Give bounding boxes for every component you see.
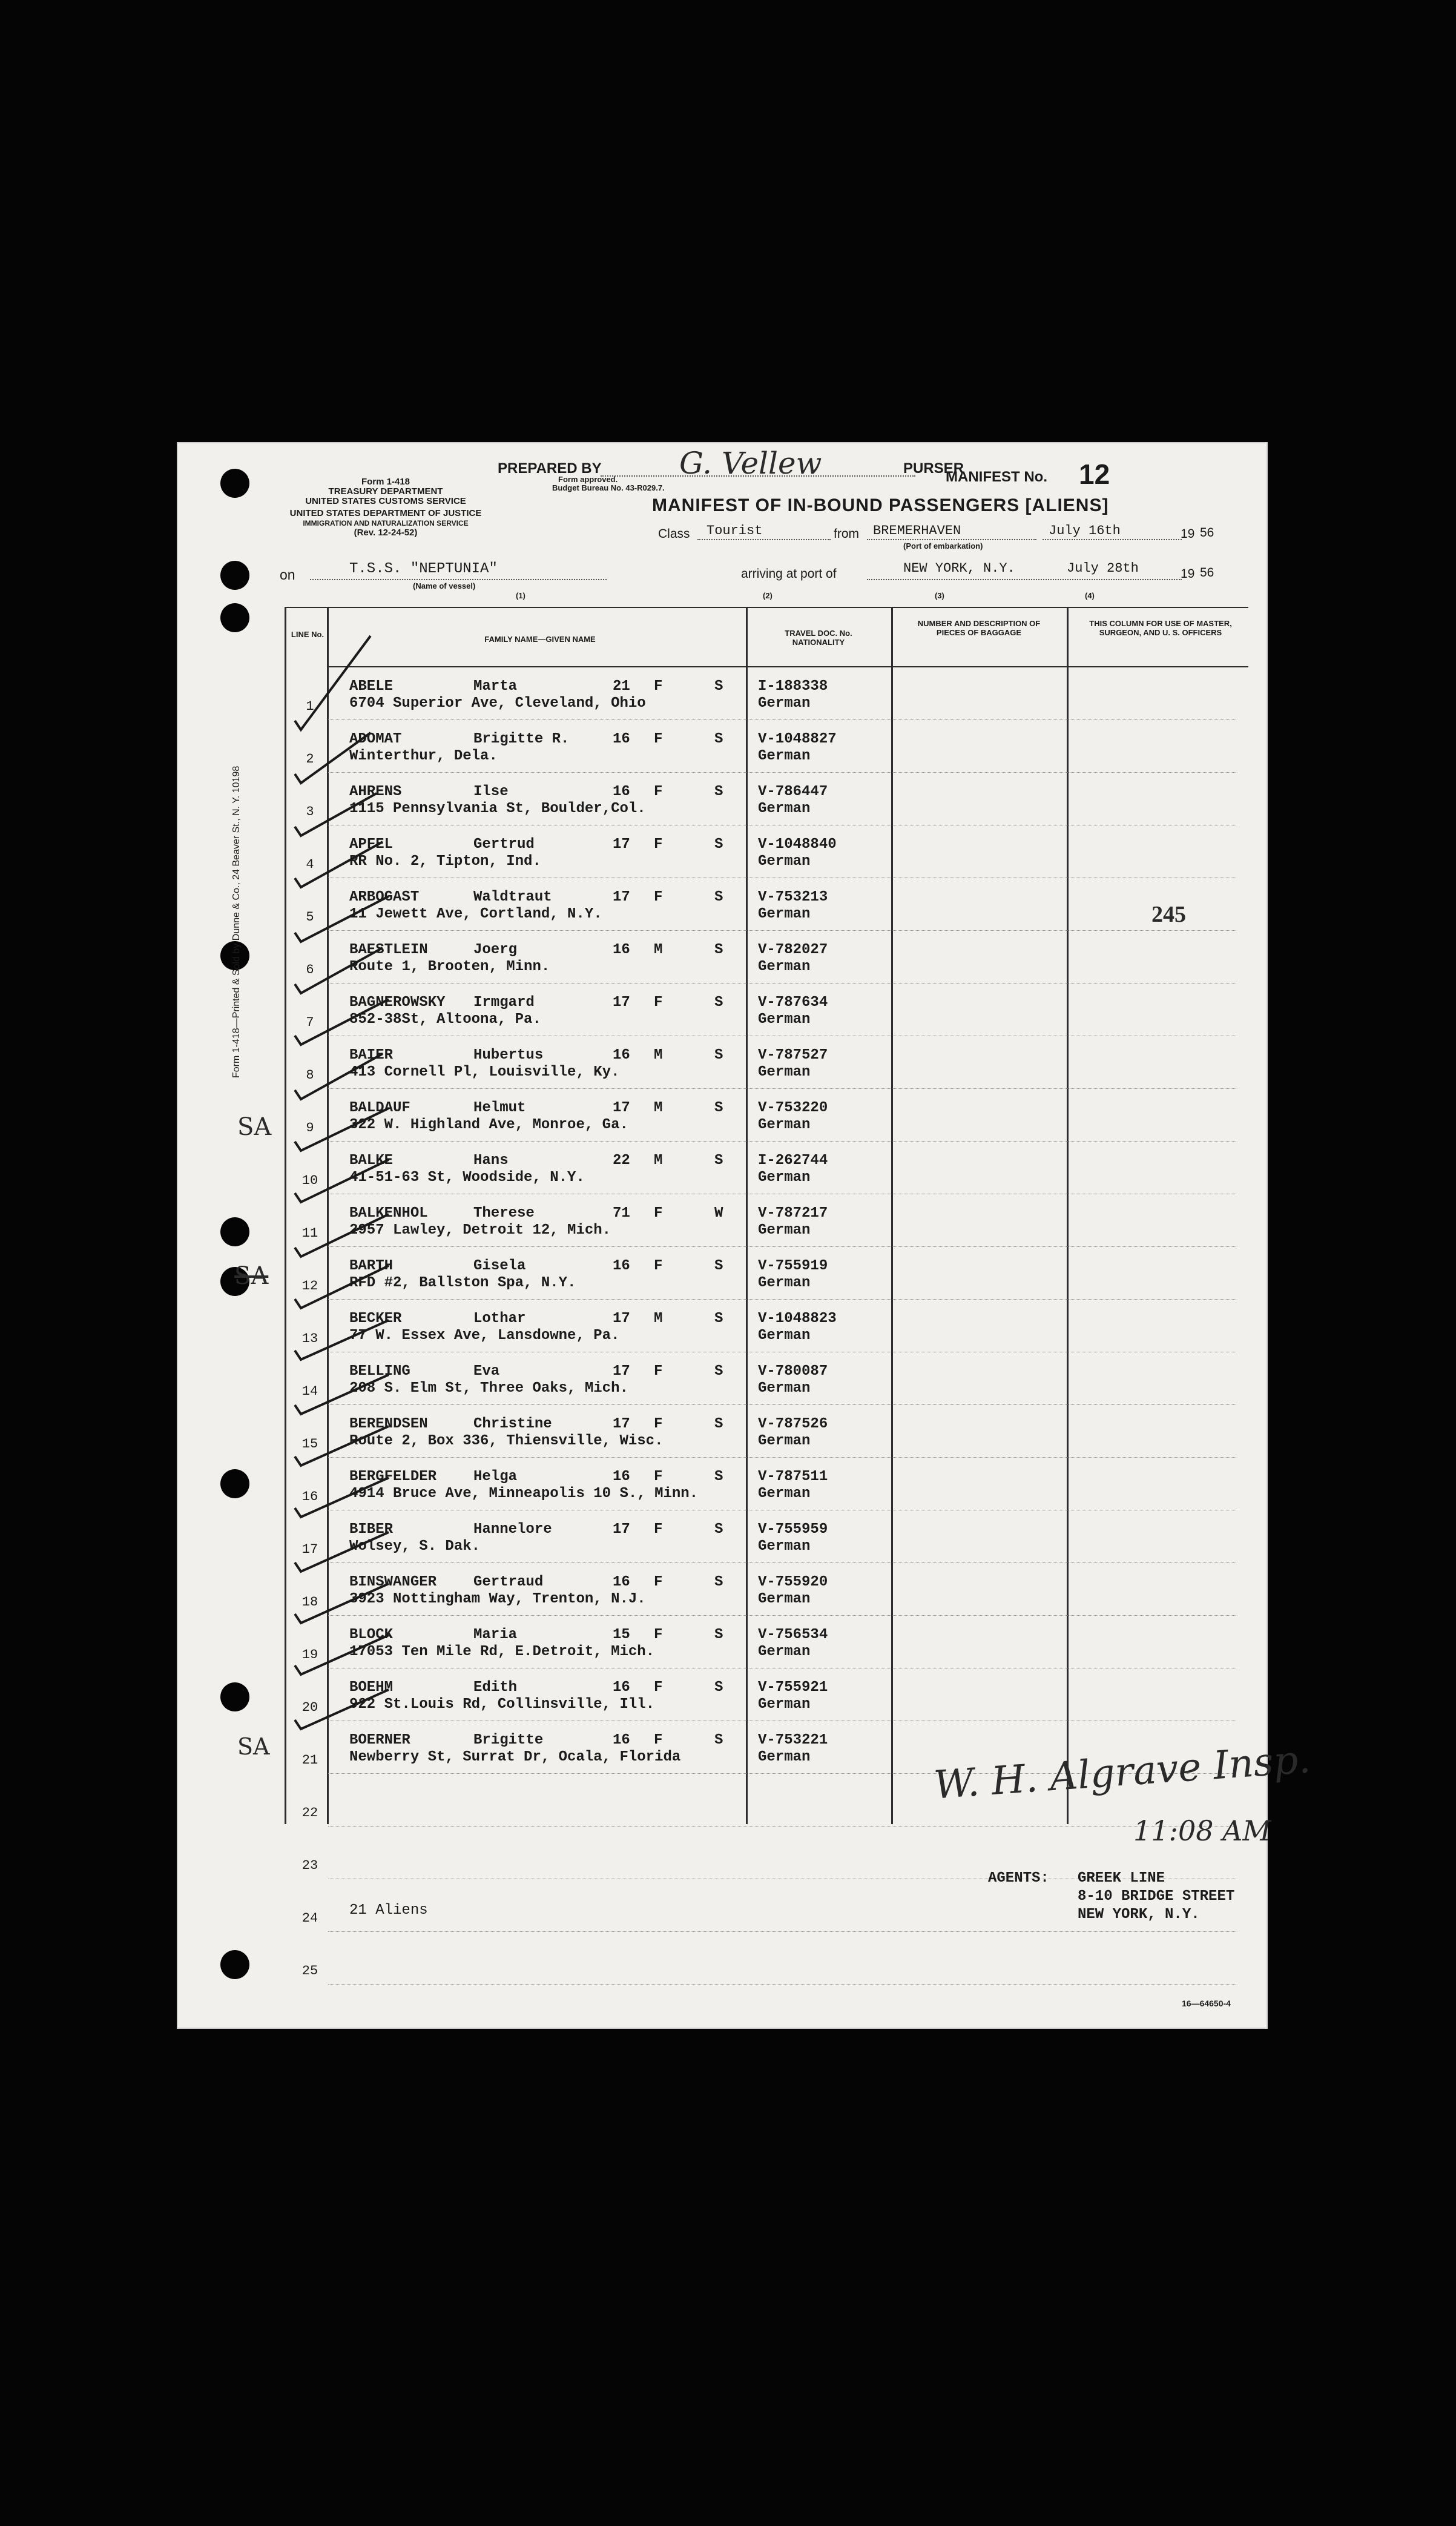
given-name: Therese (473, 1205, 535, 1222)
line-number: 4 (306, 857, 314, 872)
row-separator (328, 1457, 1236, 1458)
travel-doc-number: V-753213 (758, 889, 828, 905)
side-print: Form 1-418—Printed & Sold by Dunne & Co., 24 Beaver St., N. Y. 10198 (231, 765, 242, 1078)
table-header-border (328, 666, 1248, 667)
travel-doc-number: V-753221 (758, 1732, 828, 1748)
travel-doc-number: V-1048823 (758, 1311, 837, 1327)
nationality: German (758, 1644, 811, 1660)
rev-label: (Rev. 12-24-52) (354, 527, 418, 538)
given-name: Eva (473, 1363, 500, 1380)
sex: F (654, 1469, 663, 1485)
nationality: German (758, 1222, 811, 1238)
sex: F (654, 1258, 663, 1274)
travel-doc-number: V-780087 (758, 1363, 828, 1380)
vessel-name: T.S.S. "NEPTUNIA" (349, 561, 498, 577)
col-travel-doc: TRAVEL DOC. No. NATIONALITY (785, 629, 852, 647)
family-name: BELLING (349, 1363, 410, 1380)
nationality: German (758, 695, 811, 712)
inspector-signature: W. H. Algrave Insp. (932, 1737, 1313, 1808)
us-address: 17053 Ten Mile Rd, E.Detroit, Mich. (349, 1644, 655, 1660)
us-address: Wolsey, S. Dak. (349, 1538, 481, 1555)
sex: M (654, 1047, 663, 1063)
sex: M (654, 1311, 663, 1327)
marital-status: S (714, 994, 723, 1011)
line-number: 10 (301, 1173, 318, 1188)
sex: F (654, 1732, 663, 1748)
family-name: APFEL (349, 836, 394, 853)
age: 17 (613, 1311, 630, 1327)
us-address: Route 2, Box 336, Thiensville, Wisc. (349, 1433, 664, 1449)
travel-doc-number: V-755920 (758, 1574, 828, 1590)
line-number: 2 (306, 752, 314, 767)
age: 71 (613, 1205, 630, 1222)
row-separator (328, 930, 1236, 931)
punch-hole (220, 603, 249, 632)
us-address: 6704 Superior Ave, Cleveland, Ohio (349, 695, 646, 712)
line-number: 7 (306, 1015, 314, 1030)
given-name: Gertraud (473, 1574, 544, 1590)
table-left-border (285, 607, 286, 1824)
punch-hole (220, 469, 249, 498)
agents-label: AGENTS: (988, 1870, 1049, 1886)
sex: F (654, 836, 663, 853)
nationality: German (758, 748, 811, 764)
officer-number: 245 (1151, 902, 1186, 927)
family-name: BINSWANGER (349, 1574, 437, 1590)
age: 16 (613, 942, 630, 958)
table-top-border (286, 607, 1248, 608)
line-number: 13 (301, 1331, 318, 1346)
row-separator (328, 983, 1236, 984)
us-address: 322 W. Highland Ave, Monroe, Ga. (349, 1117, 628, 1133)
line-number: 12 (301, 1278, 318, 1294)
age: 17 (613, 1416, 630, 1432)
marital-status: S (714, 784, 723, 800)
given-name: Marta (473, 678, 518, 695)
sex: M (654, 942, 663, 958)
given-name: Hubertus (473, 1047, 544, 1063)
given-name: Christine (473, 1416, 552, 1432)
travel-doc-number: V-787217 (758, 1205, 828, 1222)
check-marks (292, 612, 419, 1823)
port-embark-label: (Port of embarkation) (903, 541, 983, 550)
line-number: 23 (301, 1858, 318, 1873)
sex: F (654, 1574, 663, 1590)
line-number: 1 (306, 699, 314, 714)
on-label: on (280, 567, 295, 583)
age: 16 (613, 1679, 630, 1696)
manifest-page (177, 442, 1313, 2029)
us-address: RFD #2, Ballston Spa, N.Y. (349, 1275, 576, 1291)
sex: F (654, 678, 663, 695)
us-address: Winterthur, Dela. (349, 748, 498, 764)
manifest-no-label: MANIFEST No. (946, 469, 1047, 485)
family-name: ADOMAT (349, 731, 402, 747)
family-name: BLOCK (349, 1627, 394, 1643)
nationality: German (758, 1169, 811, 1186)
col-num-3: (3) (935, 591, 944, 600)
marital-status: S (714, 942, 723, 958)
marital-status: S (714, 1679, 723, 1696)
row-separator (328, 1826, 1236, 1827)
nationality: German (758, 1380, 811, 1397)
nationality: German (758, 1275, 811, 1291)
row-separator (328, 1246, 1236, 1247)
age: 17 (613, 836, 630, 853)
preparer-signature: G. Vellew (679, 446, 822, 481)
sex: F (654, 1205, 663, 1222)
nationality: German (758, 959, 811, 975)
agents-line-1: GREEK LINE (1078, 1870, 1165, 1886)
form-number: Form 1-418 (361, 477, 410, 487)
family-name: BERENDSEN (349, 1416, 428, 1432)
sex: M (654, 1100, 663, 1116)
manifest-title: MANIFEST OF IN-BOUND PASSENGERS [ALIENS] (652, 495, 1109, 515)
customs-label: UNITED STATES CUSTOMS SERVICE (305, 496, 466, 506)
line-number: 9 (306, 1120, 314, 1136)
line-number: 14 (301, 1384, 318, 1399)
given-name: Maria (473, 1627, 518, 1643)
age: 16 (613, 1574, 630, 1590)
age: 17 (613, 1521, 630, 1538)
row-separator (328, 1404, 1236, 1405)
year-suffix-2: 56 (1200, 566, 1214, 580)
marital-status: S (714, 731, 723, 747)
line-number: 24 (301, 1911, 318, 1926)
justice-label: UNITED STATES DEPARTMENT OF JUSTICE (289, 508, 482, 518)
family-name: BIBER (349, 1521, 394, 1538)
age: 16 (613, 784, 630, 800)
nationality: German (758, 1064, 811, 1080)
nationality: German (758, 1486, 811, 1502)
line-number: 16 (301, 1489, 318, 1504)
col-officers: THIS COLUMN FOR USE OF MASTER, SURGEON, AND U. S. OFFICERS (1089, 619, 1232, 637)
given-name: Waldtraut (473, 889, 552, 905)
travel-doc-number: V-787527 (758, 1047, 828, 1063)
family-name: BALDAUF (349, 1100, 410, 1116)
row-separator (328, 1984, 1236, 1985)
line-number: 11 (301, 1226, 318, 1241)
marital-status: S (714, 1152, 723, 1169)
given-name: Lothar (473, 1311, 526, 1327)
col-line-no: LINE No. (291, 630, 324, 639)
travel-doc-number: V-787634 (758, 994, 828, 1011)
nationality: German (758, 1591, 811, 1607)
age: 21 (613, 678, 630, 695)
inspection-time: 11:08 AM (1133, 1814, 1271, 1847)
row-separator (328, 1615, 1236, 1616)
travel-doc-number: V-755921 (758, 1679, 828, 1696)
arrival-date: July 28th (1067, 561, 1139, 576)
age: 15 (613, 1627, 630, 1643)
nationality: German (758, 801, 811, 817)
marital-status: S (714, 1311, 723, 1327)
col-num-1: (1) (516, 591, 525, 600)
year-suffix: 56 (1200, 526, 1214, 540)
marital-status: S (714, 678, 723, 695)
marital-status: S (714, 1258, 723, 1274)
marital-status: S (714, 1047, 723, 1063)
family-name: BAGNEROWSKY (349, 994, 446, 1011)
manifest-number: 12 (1079, 458, 1110, 490)
given-name: Helmut (473, 1100, 526, 1116)
form-approved: Form approved. (558, 475, 618, 484)
arrival-port: NEW YORK, N.Y. (903, 561, 1015, 576)
year-prefix-2: 19 (1181, 567, 1195, 581)
marital-status: S (714, 836, 723, 853)
sex: F (654, 784, 663, 800)
sex: F (654, 1521, 663, 1538)
nationality: German (758, 1538, 811, 1555)
sex: F (654, 1679, 663, 1696)
budget-bureau: Budget Bureau No. 43-R029.7. (552, 483, 665, 492)
line-number: 17 (301, 1542, 318, 1557)
marital-status: W (714, 1205, 723, 1222)
margin-sa-21: SA (237, 1733, 270, 1760)
row-separator (328, 1562, 1236, 1563)
line-number: 25 (301, 1963, 318, 1979)
line-number: 20 (301, 1700, 318, 1715)
travel-doc-number: V-782027 (758, 942, 828, 958)
nationality: German (758, 853, 811, 870)
family-name: BERGFELDER (349, 1469, 437, 1485)
line-number: 19 (301, 1647, 318, 1662)
line-number: 15 (301, 1437, 318, 1452)
vessel-name-label: (Name of vessel) (413, 581, 476, 590)
age: 16 (613, 1469, 630, 1485)
punch-hole (220, 1469, 249, 1498)
class-value: Tourist (707, 523, 763, 538)
travel-doc-number: V-787526 (758, 1416, 828, 1432)
given-name: Joerg (473, 942, 518, 958)
us-address: 2957 Lawley, Detroit 12, Mich. (349, 1222, 611, 1238)
nationality: German (758, 1696, 811, 1713)
marital-status: S (714, 1469, 723, 1485)
doc-divider (891, 607, 893, 1824)
margin-sa-12: SA (234, 1262, 269, 1290)
row-separator (328, 1088, 1236, 1089)
margin-sa-9: SA (237, 1113, 272, 1141)
punch-hole (220, 1682, 249, 1711)
given-name: Gertrud (473, 836, 535, 853)
sex: F (654, 1416, 663, 1432)
agents-line-2: 8-10 BRIDGE STREET (1078, 1888, 1235, 1905)
prepared-by-label: PREPARED BY (498, 460, 602, 477)
family-name: BALKENHOL (349, 1205, 428, 1222)
row-separator (328, 772, 1236, 773)
us-address: RR No. 2, Tipton, Ind. (349, 853, 541, 870)
punch-hole (220, 1950, 249, 1979)
nationality: German (758, 1117, 811, 1133)
marital-status: S (714, 889, 723, 905)
class-label: Class (658, 527, 690, 541)
us-address: 3923 Nottingham Way, Trenton, N.J. (349, 1591, 646, 1607)
travel-doc-number: V-755959 (758, 1521, 828, 1538)
age: 16 (613, 1732, 630, 1748)
line-number: 5 (306, 910, 314, 925)
family-name: BARTH (349, 1258, 394, 1274)
family-name: BECKER (349, 1311, 402, 1327)
marital-status: S (714, 1363, 723, 1380)
travel-doc-number: V-1048840 (758, 836, 837, 853)
us-address: 413 Cornell Pl, Louisville, Ky. (349, 1064, 620, 1080)
punch-hole (220, 1217, 249, 1246)
sex: M (654, 1152, 663, 1169)
travel-doc-number: V-753220 (758, 1100, 828, 1116)
travel-doc-number: I-262744 (758, 1152, 828, 1169)
nationality: German (758, 1749, 811, 1765)
age: 17 (613, 1363, 630, 1380)
family-name: ABELE (349, 678, 394, 695)
from-label: from (834, 527, 859, 541)
baggage-divider (1067, 607, 1069, 1824)
us-address: 41-51-63 St, Woodside, N.Y. (349, 1169, 585, 1186)
marital-status: S (714, 1100, 723, 1116)
given-name: Edith (473, 1679, 518, 1696)
sex: F (654, 889, 663, 905)
punch-hole (220, 561, 249, 590)
sex: F (654, 1627, 663, 1643)
arriving-label: arriving at port of (741, 567, 837, 581)
ins-label: IMMIGRATION AND NATURALIZATION SERVICE (303, 519, 469, 527)
nationality: German (758, 1011, 811, 1028)
age: 16 (613, 731, 630, 747)
age: 16 (613, 1047, 630, 1063)
line-number: 3 (306, 804, 314, 819)
footer-code: 16—64650-4 (1182, 1999, 1231, 2008)
travel-doc-number: V-756534 (758, 1627, 828, 1643)
marital-status: S (714, 1627, 723, 1643)
agents-line-3: NEW YORK, N.Y. (1078, 1906, 1200, 1923)
us-address: 77 W. Essex Ave, Lansdowne, Pa. (349, 1327, 620, 1344)
nationality: German (758, 906, 811, 922)
us-address: 852-38St, Altoona, Pa. (349, 1011, 541, 1028)
travel-doc-number: I-188338 (758, 678, 828, 695)
given-name: Hannelore (473, 1521, 552, 1538)
nationality: German (758, 1327, 811, 1344)
age: 16 (613, 1258, 630, 1274)
nationality: German (758, 1433, 811, 1449)
family-name: BAIER (349, 1047, 394, 1063)
us-address: Newberry St, Surrat Dr, Ocala, Florida (349, 1749, 681, 1765)
from-port: BREMERHAVEN (873, 523, 961, 538)
sex: F (654, 994, 663, 1011)
us-address: 21 Aliens (349, 1902, 428, 1919)
us-address: 1115 Pennsylvania St, Boulder,Col. (349, 801, 646, 817)
given-name: Hans (473, 1152, 509, 1169)
marital-status: S (714, 1416, 723, 1432)
line-number: 18 (301, 1595, 318, 1610)
given-name: Ilse (473, 784, 509, 800)
marital-status: S (714, 1574, 723, 1590)
row-separator (328, 1141, 1236, 1142)
family-name: BOEHM (349, 1679, 394, 1696)
sex: F (654, 1363, 663, 1380)
line-number: 6 (306, 962, 314, 977)
family-name: BALKE (349, 1152, 394, 1169)
col-baggage: NUMBER AND DESCRIPTION OF PIECES OF BAGGAGE (917, 619, 1041, 637)
marital-status: S (714, 1732, 723, 1748)
row-separator (328, 1931, 1236, 1932)
us-address: 922 St.Louis Rd, Collinsville, Ill. (349, 1696, 655, 1713)
travel-doc-number: V-755919 (758, 1258, 828, 1274)
given-name: Irmgard (473, 994, 535, 1011)
col-name: FAMILY NAME—GIVEN NAME (484, 635, 596, 644)
family-name: AHRENS (349, 784, 402, 800)
sex: F (654, 731, 663, 747)
purser-label: PURSER (903, 460, 964, 477)
family-name: ARBOGAST (349, 889, 420, 905)
age: 17 (613, 994, 630, 1011)
row-separator (328, 719, 1236, 720)
us-address: 208 S. Elm St, Three Oaks, Mich. (349, 1380, 628, 1397)
given-name: Brigitte (473, 1732, 544, 1748)
name-divider (746, 607, 748, 1824)
us-address: 4914 Bruce Ave, Minneapolis 10 S., Minn. (349, 1486, 699, 1502)
departure-date: July 16th (1049, 523, 1121, 538)
line-number: 21 (301, 1753, 318, 1768)
travel-doc-number: V-787511 (758, 1469, 828, 1485)
family-name: BAESTLEIN (349, 942, 428, 958)
age: 17 (613, 1100, 630, 1116)
travel-doc-number: V-786447 (758, 784, 828, 800)
given-name: Gisela (473, 1258, 526, 1274)
year-prefix: 19 (1181, 527, 1195, 541)
line-number: 8 (306, 1068, 314, 1083)
age: 22 (613, 1152, 630, 1169)
given-name: Helga (473, 1469, 518, 1485)
marital-status: S (714, 1521, 723, 1538)
us-address: 11 Jewett Ave, Cortland, N.Y. (349, 906, 602, 922)
age: 17 (613, 889, 630, 905)
treasury-label: TREASURY DEPARTMENT (328, 486, 443, 497)
family-name: BOERNER (349, 1732, 410, 1748)
given-name: Brigitte R. (473, 731, 570, 747)
col-num-4: (4) (1085, 591, 1095, 600)
us-address: Route 1, Brooten, Minn. (349, 959, 550, 975)
travel-doc-number: V-1048827 (758, 731, 837, 747)
row-separator (328, 1299, 1236, 1300)
col-num-2: (2) (763, 591, 772, 600)
line-number: 22 (301, 1805, 318, 1820)
